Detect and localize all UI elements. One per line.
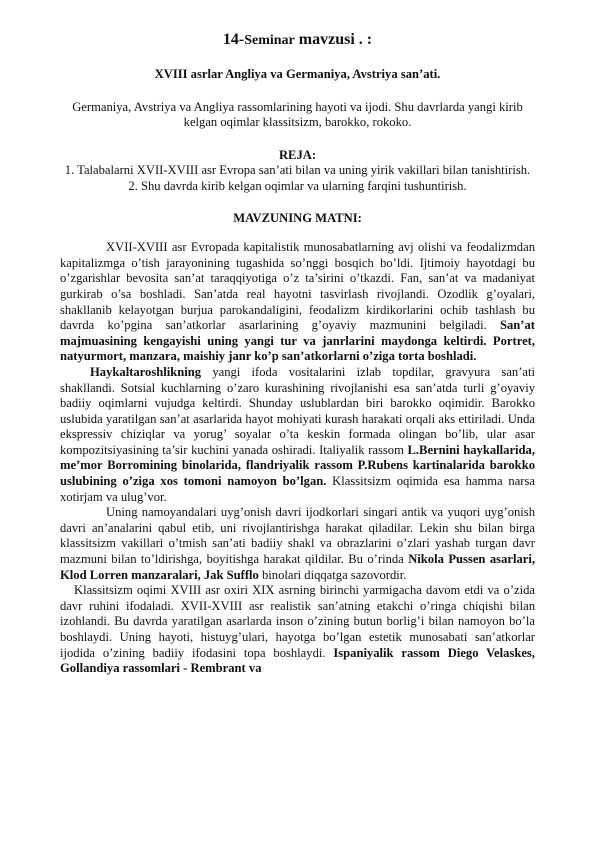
body-text [60,240,535,677]
paragraph-4-text: Klassitsizm oqimi XVIII asr oxiri XIX asrning birinchi yarmigacha davom etdi va o’zida davr ruhini ifodaladi. XVII-XVIII asr realistik san’atning etakchi o’ringa chiqishi bilan izohlandi. Bu davrda yaratilgan asarlarda inson o’zining butun borlig’i bilan namoyon bo’la boshlaydi. Uning hayoti, histuyg’ulari, hayotga bo’lgan estetik munosabati san’atkorlar ijodida o’zining badiiy ifodasini topa boshlaydi. [60,583,535,660]
paragraph-2-bold-2: L.Bernini haykallarida, me’mor Borromining binolarida, flandriyalik rassom P.Rubens kartinalarida barokko uslubining o’ziga xos tomoni namoyon bo’lgan. [60,442,535,489]
page-subtitle: XVIII asrlar Angliya va Germaniya, Avstriya san’ati. [154,67,441,81]
paragraph-4-bold: Ispaniyalik rassom Diego Velaskes, Gollandiya rassomlari - Rembrant va [60,645,535,676]
paragraph-2-text-1: yangi ifoda vositalarini izlab topdilar, gravyura san’ati shakllandi. Sotsial kuchlarning o’zaro kurashining rivojlanishi esa san’atda turli g’oyaviy badiiy oqimlarni vujudga keltirdi. Shunday uslublardan biri barokko oqimidir. Barokko uslubida yaratilgan san’at asarlarida hayot mohiyati kurash harakati orqali aks ettiriladi. Unda ekspressiv chiziqlar va yorug’ soyalar o’ta keskin formada olingan bo’lib, ular asar kompozitsiyasining ta’sir kuchini yanada oshiradi. Italiyalik rassom [60,364,535,457]
reja-item: 1. Talabalarni XVII-XVIII asr Evropa san’ati bilan va uning yirik vakillari bilan tanishtirish. [64,163,531,178]
paragraph-4 [60,583,535,677]
paragraph-3-tail: binolari diqqatga sazovordir. [258,567,407,582]
paragraph-2-text-2: Klassitsizm oqimida esa hamma narsa xotirjam va ulug’vor. [60,474,535,504]
paragraph-1-text: XVII-XVIII asr Evropada kapitalistik munosabatlarning avj olishi va feodalizmdan kapitalizmga o’tish jarayonining tugashida so’nggi bosqich bo’ldi. Ijtimoiy hayotdagi bu o’zgarishlar bevosita san’at taraqqiyotiga o’z ta’sirini o’tkazdi. Fan, san’at va madaniyat gurkirab o’sa boshladi. San’atda real hayotni tasvirlash rivojlandi. Ozodlik g’oyalari, shakllanib kelayotgan burjua parokandaligini, feodalizm kirdikorlarini ochib tashlash bu davrda ko’pgina san’atkorlar asarlarining g’oyaviy mazmunini belgiladi. [60,240,535,333]
paragraph-3-bold: Nikola Pussen asarlari, Klod Lorren manzaralari, Jak Sufflo [60,552,535,582]
document-page [60,30,535,677]
paragraph-2 [60,365,535,505]
reja-heading: REJA: [278,147,317,162]
title-number: 14- [222,31,245,48]
reja-item: 2. Shu davrda kirib kelgan oqimlar va ularning farqini tushuntirish. [128,178,467,193]
intro-paragraph: Germaniya, Avstriya va Angliya rassomlarining hayoti va ijodi. Shu davrlarda yangi kirib kelgan oqimlar klassitsizm, barokko, rokoko. [72,99,523,130]
paragraph-1 [60,240,535,365]
title-word: Seminar [244,33,295,48]
title-rest: mavzusi . : [294,31,373,48]
paragraph-3-text: Uning namoyandalari uyg’onish davri ijodkorlari singari antik va yuqori uyg’onish davri an’analarini qabul etib, uni rivojlantirishga harakat qiladilar. Lekin shu bilan birga klassitsizm vakillari o’tmish san’ati badiiy shakl va obrazlarini o’zlari yashab turgan davr mazmuni bilan to’ldirishga, boyitishga harakat qildilar. Bu o’rinda [60,505,535,567]
paragraph-1-bold: San’at majmuasining kengayishi uning yangi tur va janrlarini maydonga keltirdi. Portret, natyurmort, manzara, maishiy janr ko’p san’atkorlarni o’ziga torta boshladi. [60,318,535,364]
section-heading: MAVZUNING MATNI: [233,210,362,225]
paragraph-3 [60,505,535,583]
page-title [60,30,535,51]
paragraph-2-bold-1: Haykaltaroshlikning [90,364,202,379]
